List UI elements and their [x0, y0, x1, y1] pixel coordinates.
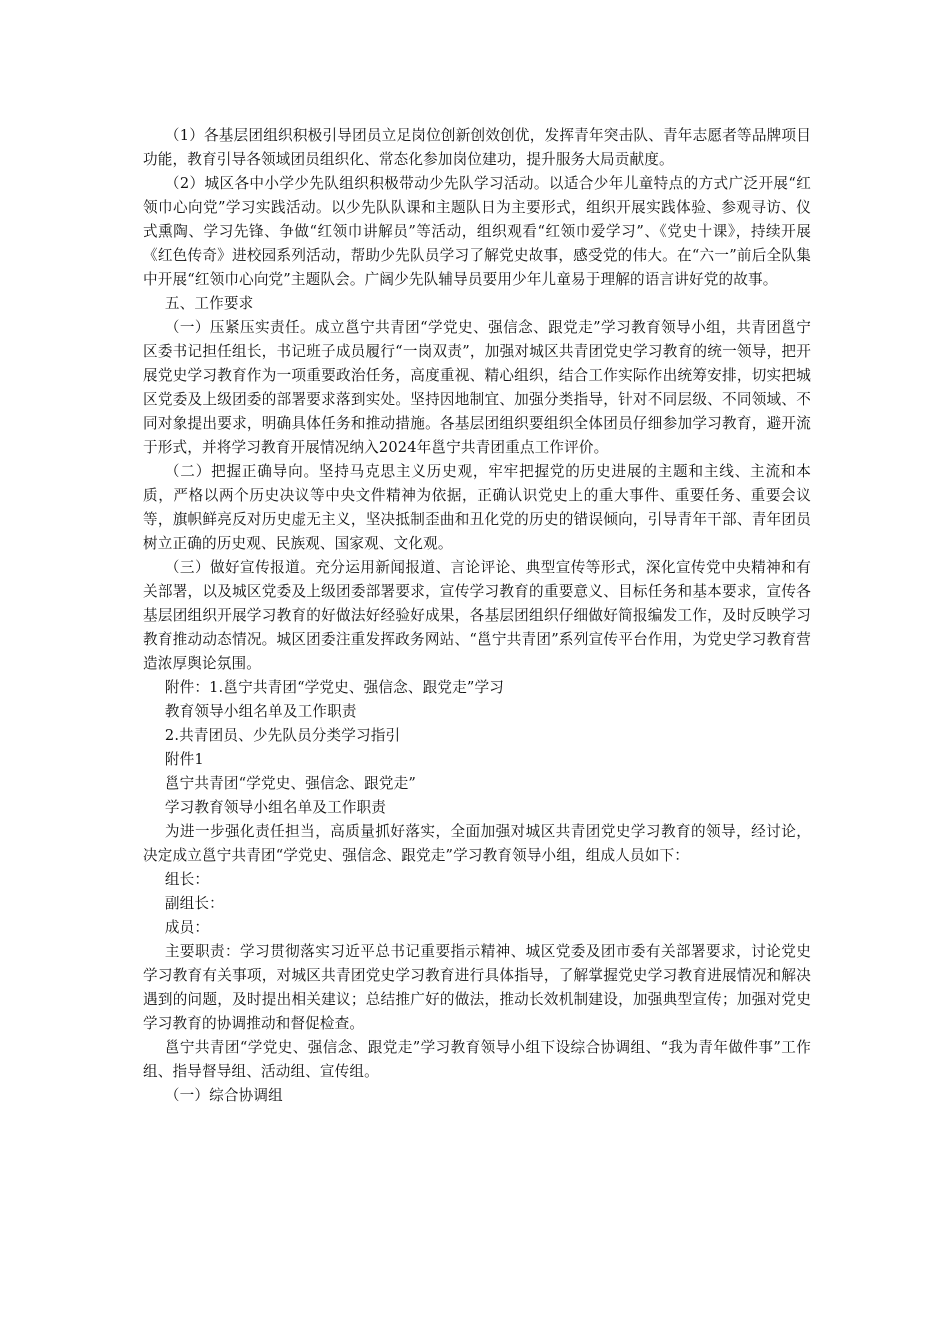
section-heading-work-requirements: 五、工作要求 — [164, 295, 254, 312]
paragraph-group-establishment: 为进一步强化责任担当，高质量抓好落实，全面加强对城区共青团党史学习教育的领导，经讨论，决定成立邕宁共青团“学党史、强信念、跟党走”学习教育领导小组，组成人员如下： — [143, 823, 811, 864]
group-leader-label: 组长： — [164, 871, 210, 888]
attachment-line-1: 附件：1.邕宁共青团“学党史、强信念、跟党走”学习 — [164, 679, 504, 696]
attachment-1-title-line-1: 邕宁共青团“学党史、强信念、跟党走” — [164, 775, 417, 792]
paragraph-main-duties: 主要职责：学习贯彻落实习近平总书记重要指示精神、城区党委及团市委有关部署要求，讨论党史学习教育有关事项，对城区共青团党史学习教育进行具体指导，了解掌握党史学习教育进展情况和解决遇到的问题，及时提出相关建议；总结推广好的做法，推动长效机制建设，加强典型宣传；加强对党史学习教育的协调推动和督促检查。 — [143, 943, 811, 1032]
paragraph-item-2: （2）城区各中小学少先队组织积极带动少先队学习活动。以适合少年儿童特点的方式广泛开展“红领巾心向党”学习实践活动。以少先队队课和主题队日为主要形式，组织开展实践体验、参观寻访、仪式熏陶、学习先锋、争做“红领巾讲解员”等活动，组织观看“红领巾爱学习”、《党史十课》，持续开展《红色传奇》进校园系列活动，帮助少先队员学习了解党史故事，感受党的伟大。在“六一”前后全队集中开展“红领巾心向党”主题队会。广阔少先队辅导员要用少年儿童易于理解的语言讲好党的故事。 — [143, 175, 811, 288]
paragraph-responsibility: （一）压紧压实责任。成立邕宁共青团“学党史、强信念、跟党走”学习教育领导小组，共青团邕宁区委书记担任组长，书记班子成员履行“一岗双责”，加强对城区共青团党史学习教育的统一领导，把开展党史学习教育作为一项重要政治任务，高度重视、精心组织，结合工作实际作出统筹安排，切实把城区党委及上级团委的部署要求落到实处。坚持因地制宜、加强分类指导，针对不同层级、不同领域、不同对象提出要求，明确具体任务和推动措施。各基层团组织要组织全体团员仔细参加学习教育，避开流于形式，并将学习教育开展情况纳入2024年邕宁共青团重点工作评价。 — [143, 319, 811, 456]
deputy-leader-label: 副组长： — [164, 895, 224, 912]
paragraph-subgroups: 邕宁共青团“学党史、强信念、跟党走”学习教育领导小组下设综合协调组、“我为青年做件事”工作组、指导督导组、活动组、宣传组。 — [143, 1039, 811, 1080]
paragraph-item-1: （1）各基层团组织积极引导团员立足岗位创新创效创优，发挥青年突击队、青年志愿者等品牌项目功能，教育引导各领域团员组织化、常态化参加岗位建功，提升服务大局贡献度。 — [143, 127, 811, 168]
attachment-line-1-cont: 教育领导小组名单及工作职责 — [164, 703, 357, 720]
members-label: 成员： — [164, 919, 210, 936]
attachment-line-2: 2.共青团员、少先队员分类学习指引 — [164, 727, 401, 744]
attachment-1-title-line-2: 学习教育领导小组名单及工作职责 — [164, 799, 387, 816]
paragraph-guidance: （二）把握正确导向。坚持马克思主义历史观，牢牢把握党的历史进展的主题和主线、主流和本质，严格以两个历史决议等中央文件精神为依据，正确认识党史上的重大事件、重要任务、重要会议等，旗帜鲜亮反对历史虚无主义，坚决抵制歪曲和丑化党的历史的错误倾向，引导青年干部、青年团员树立正确的历史观、民族观、国家观、文化观。 — [143, 463, 811, 552]
subsection-coordination-group: （一）综合协调组 — [164, 1087, 283, 1104]
document-body — [143, 124, 811, 1108]
attachment-1-heading: 附件1 — [164, 751, 204, 768]
paragraph-publicity: （三）做好宣传报道。充分运用新闻报道、言论评论、典型宣传等形式，深化宣传党中央精神和有关部署，以及城区党委及上级团委部署要求，宣传学习教育的重要意义、目标任务和基本要求，宣传各基层团组织开展学习教育的好做法好经验好成果，各基层团组织仔细做好简报编发工作，及时反映学习教育推动动态情况。城区团委注重发挥政务网站、“邕宁共青团”系列宣传平台作用，为党史学习教育营造浓厚舆论氛围。 — [143, 559, 811, 672]
